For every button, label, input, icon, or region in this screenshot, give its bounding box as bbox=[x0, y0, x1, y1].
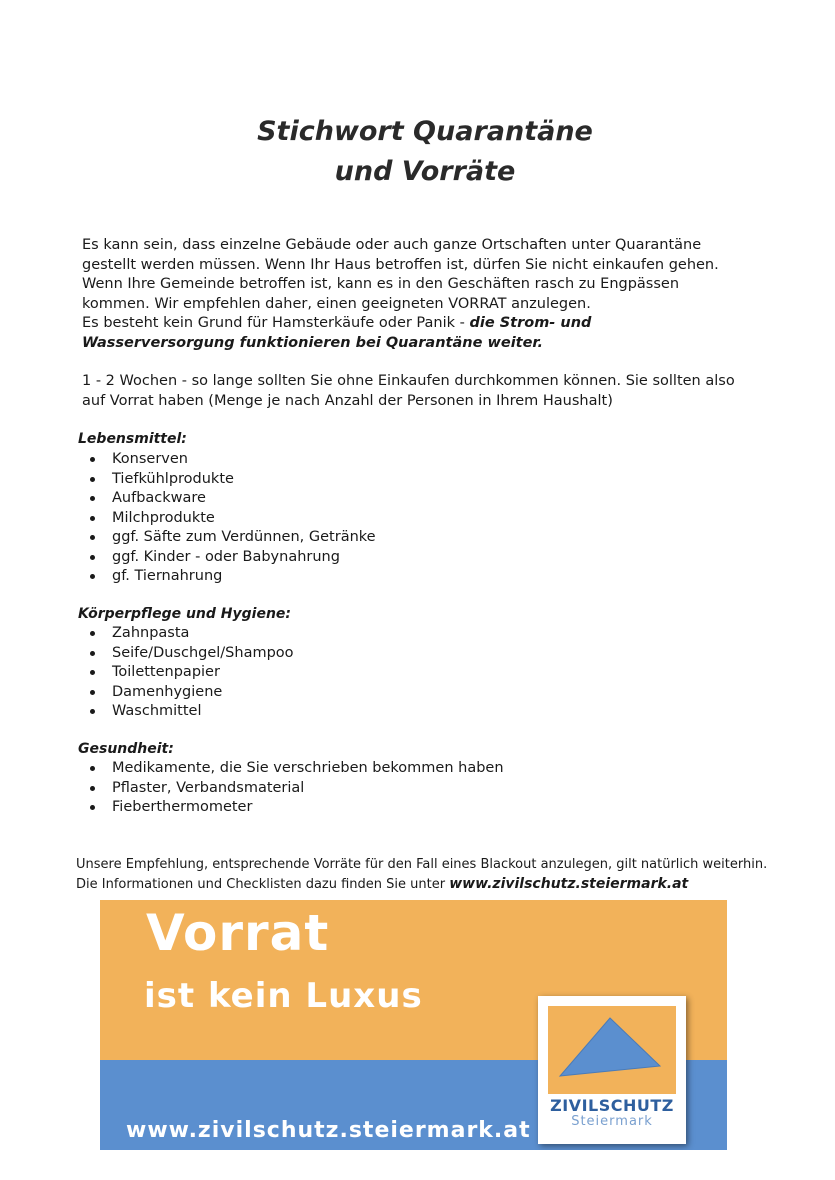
bullet-icon bbox=[90, 766, 95, 771]
list-item bbox=[90, 470, 376, 490]
footer-link[interactable]: www.zivilschutz.steiermark.at bbox=[449, 875, 689, 892]
footer-paragraph bbox=[76, 855, 776, 894]
list-item bbox=[90, 528, 376, 548]
section-title-koerperpflege: Körperpflege und Hygiene: bbox=[78, 606, 292, 622]
list-item bbox=[90, 509, 376, 529]
list-item-text: Aufbackware bbox=[112, 490, 206, 506]
intro-text: Es kann sein, dass einzelne Gebäude oder auch ganze Ortschaften unter Quarantäne gestellt werden müssen. Wenn Ihr Haus betroffen ist, dürfen Sie nicht einkaufen gehen. Wenn Ihre Gemeinde betroffen ist, kann es in den Geschäften rasch zu Engpässen kommen. Wir empfehlen daher, einen geeigneten VORRAT anzulegen. bbox=[82, 237, 719, 312]
list-item-text: gf. Tiernahrung bbox=[112, 568, 223, 584]
bullet-icon bbox=[90, 805, 95, 810]
banner-headline: Vorrat bbox=[146, 904, 330, 962]
intro-paragraph bbox=[82, 236, 742, 353]
list-item-text: Medikamente, die Sie verschrieben bekommen haben bbox=[112, 760, 504, 776]
logo-text-steiermark: Steiermark bbox=[571, 1114, 653, 1129]
banner bbox=[100, 900, 727, 1150]
section-title-gesundheit: Gesundheit: bbox=[78, 741, 174, 757]
bullet-icon bbox=[90, 574, 95, 579]
page-subtitle: und Vorräte bbox=[334, 156, 516, 187]
list-item-text: Tiefkühlprodukte bbox=[112, 470, 234, 487]
weeks-paragraph: 1 - 2 Wochen - so lange sollten Sie ohne Einkaufen durchkommen können. Sie sollten also auf Vorrat haben (Menge je nach Anzahl der Personen in Ihrem Haushalt) bbox=[82, 373, 735, 409]
list-item-text: Seife/Duschgel/Shampoo bbox=[112, 644, 294, 661]
bullet-icon bbox=[90, 535, 95, 540]
list-lebensmittel bbox=[90, 450, 376, 587]
bullet-icon bbox=[90, 670, 95, 675]
list-item bbox=[90, 663, 294, 683]
section-title-lebensmittel: Lebensmittel: bbox=[78, 431, 187, 447]
list-item bbox=[90, 624, 294, 644]
bullet-icon bbox=[90, 786, 95, 791]
bullet-icon bbox=[90, 516, 95, 521]
list-item bbox=[90, 798, 504, 818]
bullet-icon bbox=[90, 651, 95, 656]
list-item-text: Fieberthermometer bbox=[112, 799, 253, 815]
list-item-text: Pflaster, Verbandsmaterial bbox=[112, 779, 305, 796]
page-title: Stichwort Quarantäne bbox=[257, 116, 593, 147]
list-item bbox=[90, 702, 294, 722]
logo-text-zivilschutz: ZIVILSCHUTZ bbox=[550, 1096, 674, 1115]
list-item-text: Konserven bbox=[112, 451, 188, 467]
list-item-text: Zahnpasta bbox=[112, 625, 190, 641]
list-item bbox=[90, 759, 504, 779]
footer-text: Unsere Empfehlung, entsprechende Vorräte für den Fall eines Blackout anzulegen, gilt natürlich weiterhin. Die Informationen und Checklisten dazu finden Sie unter bbox=[76, 857, 768, 892]
bullet-icon bbox=[90, 690, 95, 695]
list-item bbox=[90, 567, 376, 587]
bullet-icon bbox=[90, 631, 95, 636]
bullet-icon bbox=[90, 555, 95, 560]
list-item-text: Milchprodukte bbox=[112, 509, 215, 526]
list-item-text: Waschmittel bbox=[112, 703, 202, 719]
bullet-icon bbox=[90, 457, 95, 462]
list-item bbox=[90, 450, 376, 470]
bullet-icon bbox=[90, 496, 95, 501]
banner-url: www.zivilschutz.steiermark.at bbox=[126, 1118, 531, 1143]
list-koerperpflege bbox=[90, 624, 294, 722]
list-item-text: ggf. Säfte zum Verdünnen, Getränke bbox=[112, 529, 376, 545]
list-item bbox=[90, 548, 376, 568]
triangle-icon bbox=[548, 1006, 676, 1094]
list-item-text: Damenhygiene bbox=[112, 683, 223, 700]
list-item-text: ggf. Kinder - oder Babynahrung bbox=[112, 548, 340, 565]
banner-subline: ist kein Luxus bbox=[144, 976, 423, 1016]
list-item bbox=[90, 489, 376, 509]
list-gesundheit bbox=[90, 759, 504, 818]
zivilschutz-logo bbox=[538, 996, 686, 1144]
list-item bbox=[90, 644, 294, 664]
intro-emphasis: die Strom- und Wasserversorgung funktionieren bei Quarantäne weiter. bbox=[82, 315, 592, 351]
list-item-text: Toilettenpapier bbox=[112, 664, 220, 680]
bullet-icon bbox=[90, 709, 95, 714]
list-item bbox=[90, 779, 504, 799]
bullet-icon bbox=[90, 477, 95, 482]
list-item bbox=[90, 683, 294, 703]
intro-note: Es besteht kein Grund für Hamsterkäufe oder Panik - bbox=[82, 315, 470, 331]
